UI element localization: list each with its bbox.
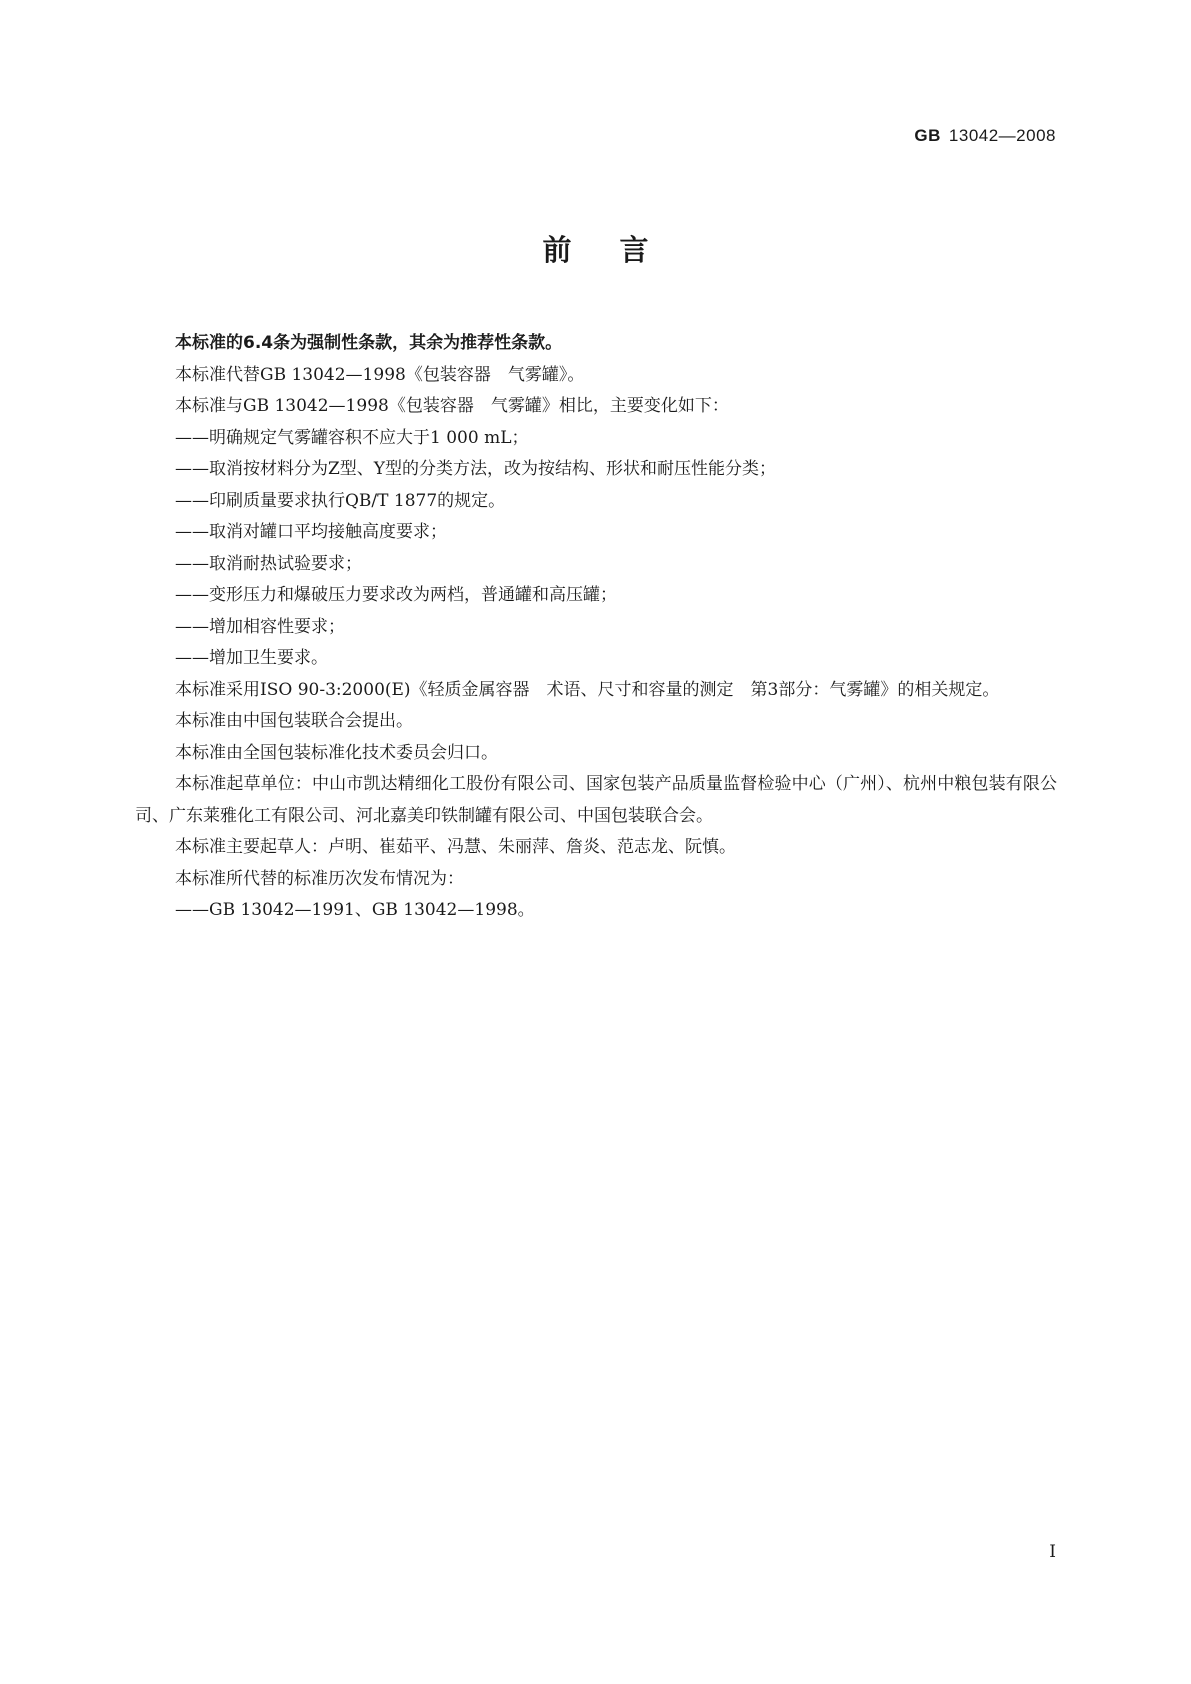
changes-intro: 本标准与GB 13042—1998《包装容器 气雾罐》相比，主要变化如下： — [175, 396, 729, 416]
page-title: 前言 — [542, 233, 697, 267]
change-item: ——增加相容性要求； — [175, 616, 345, 637]
replaces-statement: 本标准代替GB 13042—1998《包装容器 气雾罐》。 — [175, 364, 585, 385]
adoption-statement: 本标准采用ISO 90-3:2000(E)《轻质金属容器 术语、尺寸和容量的测定 第3部分：气雾罐》的相关规定。 — [175, 679, 1000, 700]
change-item: ——增加卫生要求。 — [175, 648, 328, 668]
change-item: ——取消耐热试验要求； — [175, 553, 362, 574]
standard-prefix: GB — [914, 126, 941, 145]
change-item: ——明确规定气雾罐容积不应大于1 000 mL； — [175, 427, 529, 448]
page-number: I — [1049, 1542, 1056, 1562]
change-item: ——印刷质量要求执行QB/T 1877的规定。 — [175, 490, 506, 511]
change-item: ——取消按材料分为Z型、Y型的分类方法，改为按结构、形状和耐压性能分类； — [175, 459, 777, 479]
drafters: 本标准主要起草人：卢明、崔茹平、冯慧、朱丽萍、詹炎、范志龙、阮慎。 — [175, 837, 736, 857]
proposer-statement: 本标准由中国包装联合会提出。 — [175, 711, 413, 731]
foreword-body — [135, 328, 1057, 927]
standard-code: 13042—2008 — [948, 126, 1056, 145]
drafting-units: 本标准起草单位：中山市凯达精细化工股份有限公司、国家包装产品质量监督检验中心（广州）、杭州中粮包装有限公司、广东莱雅化工有限公司、河北嘉美印铁制罐有限公司、中国包装联合会。 — [135, 774, 1057, 826]
mandatory-clause-statement: 本标准的6.4条为强制性条款，其余为推荐性条款。 — [175, 333, 563, 353]
history-intro: 本标准所代替的标准历次发布情况为： — [175, 868, 464, 889]
standard-number — [914, 126, 1056, 146]
change-item: ——变形压力和爆破压力要求改为两档，普通罐和高压罐； — [175, 585, 617, 605]
history-item: ——GB 13042—1991、GB 13042—1998。 — [175, 900, 535, 920]
centralized-statement: 本标准由全国包装标准化技术委员会归口。 — [175, 742, 498, 763]
change-item: ——取消对罐口平均接触高度要求； — [175, 522, 447, 542]
